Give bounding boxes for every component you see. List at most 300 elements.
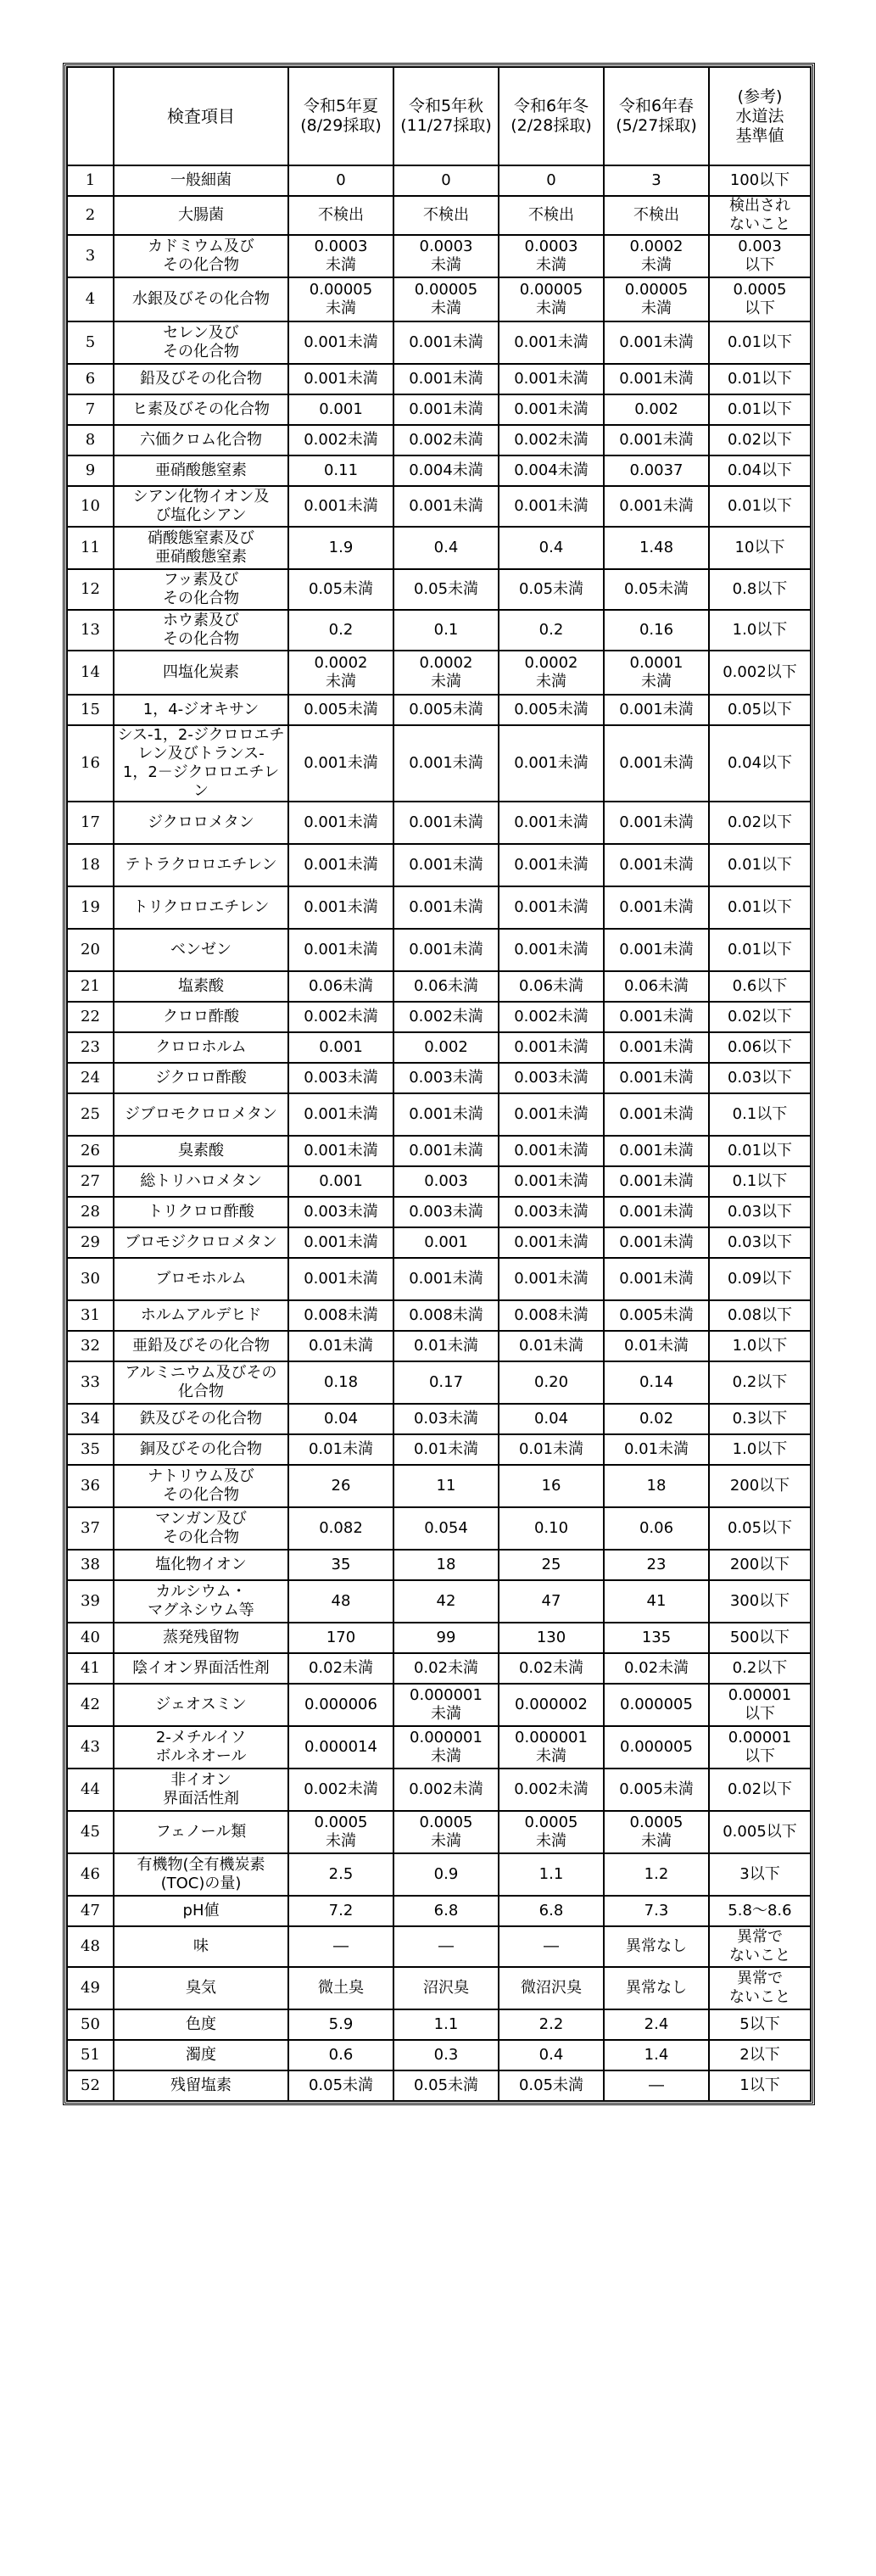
- row-value-1: 2.5: [288, 1853, 393, 1896]
- row-value-3: 0.001未満: [499, 929, 604, 971]
- row-number: 3: [67, 235, 114, 277]
- row-value-1: 0.001未満: [288, 929, 393, 971]
- row-number: 29: [67, 1227, 114, 1258]
- header-row: [67, 67, 811, 165]
- row-standard: 0.03以下: [709, 1227, 811, 1258]
- row-number: 21: [67, 971, 114, 1002]
- row-value-1: 0.001未満: [288, 886, 393, 929]
- row-value-4: 0.001未満: [604, 1002, 709, 1032]
- row-value-2: 0.002未満: [393, 1769, 499, 1811]
- row-number: 15: [67, 695, 114, 725]
- row-value-1: 0.05未満: [288, 2070, 393, 2101]
- row-value-4: 0.001未満: [604, 486, 709, 527]
- row-value-1: 0.001: [288, 394, 393, 425]
- row-value-4: 0.001未満: [604, 1227, 709, 1258]
- row-value-4: 0.05未満: [604, 569, 709, 610]
- table-row: [67, 971, 811, 1002]
- table-row: [67, 569, 811, 610]
- row-value-4: 23: [604, 1550, 709, 1580]
- row-value-1: 0.2: [288, 610, 393, 651]
- row-value-2: 0.0003 未満: [393, 235, 499, 277]
- table-row: [67, 364, 811, 394]
- row-standard: 0.01以下: [709, 929, 811, 971]
- row-value-2: 沼沢臭: [393, 1967, 499, 2009]
- row-item: 総トリハロメタン: [114, 1166, 288, 1197]
- row-value-3: 0.001未満: [499, 1093, 604, 1136]
- row-value-3: 0.005未満: [499, 695, 604, 725]
- row-standard: 500以下: [709, 1623, 811, 1653]
- table-row: [67, 2009, 811, 2040]
- row-value-1: 0.003未満: [288, 1063, 393, 1093]
- row-number: 49: [67, 1967, 114, 2009]
- row-value-2: 0.001未満: [393, 364, 499, 394]
- row-value-2: 0.17: [393, 1361, 499, 1404]
- row-value-3: 0.000002: [499, 1684, 604, 1726]
- row-number: 25: [67, 1093, 114, 1136]
- row-value-4: 2.4: [604, 2009, 709, 2040]
- row-value-4: 0.0005 未満: [604, 1811, 709, 1853]
- table-row: [67, 425, 811, 455]
- row-number: 52: [67, 2070, 114, 2101]
- header-number: [67, 67, 114, 165]
- table-row: [67, 165, 811, 196]
- row-number: 9: [67, 455, 114, 486]
- table-row: [67, 321, 811, 364]
- row-value-3: 0.0005 未満: [499, 1811, 604, 1853]
- row-value-2: 42: [393, 1580, 499, 1623]
- row-value-3: 0.0002 未満: [499, 651, 604, 695]
- row-value-2: 11: [393, 1465, 499, 1507]
- row-number: 11: [67, 527, 114, 569]
- row-value-1: 微土臭: [288, 1967, 393, 2009]
- row-value-4: 0.005未満: [604, 1300, 709, 1331]
- table-row: [67, 1197, 811, 1227]
- row-value-2: 0.001未満: [393, 1136, 499, 1166]
- row-number: 20: [67, 929, 114, 971]
- row-value-3: 0.001未満: [499, 486, 604, 527]
- row-value-2: 0.0002 未満: [393, 651, 499, 695]
- row-value-4: 0.001未満: [604, 1258, 709, 1300]
- row-value-1: 0.001未満: [288, 725, 393, 802]
- row-item: マンガン及び その化合物: [114, 1507, 288, 1550]
- row-value-2: 0.06未満: [393, 971, 499, 1002]
- row-value-2: 0.01未満: [393, 1434, 499, 1465]
- table-row: [67, 196, 811, 235]
- table-row: [67, 1580, 811, 1623]
- row-value-3: 25: [499, 1550, 604, 1580]
- row-value-3: 0.001未満: [499, 886, 604, 929]
- row-item: 塩化物イオン: [114, 1550, 288, 1580]
- row-value-1: 0.001: [288, 1166, 393, 1197]
- row-standard: 0.09以下: [709, 1258, 811, 1300]
- row-number: 19: [67, 886, 114, 929]
- table-row: [67, 1896, 811, 1926]
- table-row: [67, 1002, 811, 1032]
- row-number: 24: [67, 1063, 114, 1093]
- row-value-3: 0.0003 未満: [499, 235, 604, 277]
- row-value-2: 0.0005 未満: [393, 1811, 499, 1853]
- row-item: 濁度: [114, 2040, 288, 2070]
- row-value-3: 0.001未満: [499, 802, 604, 844]
- row-item: 水銀及びその化合物: [114, 277, 288, 321]
- row-standard: 0.01以下: [709, 486, 811, 527]
- row-value-4: 1.4: [604, 2040, 709, 2070]
- row-value-1: 1.9: [288, 527, 393, 569]
- row-value-4: 1.48: [604, 527, 709, 569]
- row-item: 亜鉛及びその化合物: [114, 1331, 288, 1361]
- row-number: 13: [67, 610, 114, 651]
- row-standard: 0.00001 以下: [709, 1684, 811, 1726]
- row-standard: 検出され ないこと: [709, 196, 811, 235]
- row-value-1: 0: [288, 165, 393, 196]
- row-value-1: 0.6: [288, 2040, 393, 2070]
- table-row: [67, 1653, 811, 1684]
- row-number: 8: [67, 425, 114, 455]
- row-value-2: 0: [393, 165, 499, 196]
- row-number: 12: [67, 569, 114, 610]
- row-value-1: 0.02未満: [288, 1653, 393, 1684]
- row-item: 蒸発残留物: [114, 1623, 288, 1653]
- row-number: 45: [67, 1811, 114, 1853]
- row-value-3: 0.00005 未満: [499, 277, 604, 321]
- row-number: 42: [67, 1684, 114, 1726]
- row-number: 10: [67, 486, 114, 527]
- row-item: ブロモホルム: [114, 1258, 288, 1300]
- row-value-2: 0.00005 未満: [393, 277, 499, 321]
- row-number: 39: [67, 1580, 114, 1623]
- row-number: 51: [67, 2040, 114, 2070]
- row-value-3: 0.02未満: [499, 1653, 604, 1684]
- row-value-3: 0.002未満: [499, 425, 604, 455]
- row-value-3: 0.04: [499, 1404, 604, 1434]
- row-value-1: 170: [288, 1623, 393, 1653]
- row-number: 2: [67, 196, 114, 235]
- row-standard: 0.8以下: [709, 569, 811, 610]
- row-value-1: 0.001: [288, 1032, 393, 1063]
- row-value-3: 0.05未満: [499, 2070, 604, 2101]
- row-item: 有機物(全有機炭素 (TOC)の量): [114, 1853, 288, 1896]
- row-value-3: 0.008未満: [499, 1300, 604, 1331]
- header-period-4: 令和6年春 (5/27採取): [604, 67, 709, 165]
- table-row: [67, 1093, 811, 1136]
- row-standard: 0.04以下: [709, 725, 811, 802]
- row-value-4: 0.0037: [604, 455, 709, 486]
- row-value-2: 0.054: [393, 1507, 499, 1550]
- row-value-4: 0.001未満: [604, 321, 709, 364]
- row-value-2: 1.1: [393, 2009, 499, 2040]
- row-number: 50: [67, 2009, 114, 2040]
- row-value-2: 0.004未満: [393, 455, 499, 486]
- row-value-1: 0.00005 未満: [288, 277, 393, 321]
- row-item: 硝酸態窒素及び 亜硝酸態窒素: [114, 527, 288, 569]
- row-value-1: 35: [288, 1550, 393, 1580]
- row-value-4: 0.02未満: [604, 1653, 709, 1684]
- row-standard: 0.1以下: [709, 1093, 811, 1136]
- row-standard: 0.002以下: [709, 651, 811, 695]
- row-item: 一般細菌: [114, 165, 288, 196]
- row-value-3: 0.003未満: [499, 1063, 604, 1093]
- row-value-4: 0.001未満: [604, 1197, 709, 1227]
- row-standard: 0.01以下: [709, 886, 811, 929]
- row-value-1: 0.18: [288, 1361, 393, 1404]
- table-row: [67, 1726, 811, 1769]
- row-value-2: 0.05未満: [393, 569, 499, 610]
- row-value-1: 0.001未満: [288, 1227, 393, 1258]
- row-value-4: 0.02: [604, 1404, 709, 1434]
- row-item: クロロホルム: [114, 1032, 288, 1063]
- row-value-2: 0.001未満: [393, 725, 499, 802]
- table-row: [67, 1063, 811, 1093]
- row-number: 18: [67, 844, 114, 886]
- row-item: ブロモジクロロメタン: [114, 1227, 288, 1258]
- table-row: [67, 2070, 811, 2101]
- table-row: [67, 1258, 811, 1300]
- row-standard: 5.8～8.6: [709, 1896, 811, 1926]
- header-period-1: 令和5年夏 (8/29採取): [288, 67, 393, 165]
- row-standard: 0.03以下: [709, 1063, 811, 1093]
- row-item: テトラクロロエチレン: [114, 844, 288, 886]
- table-row: [67, 886, 811, 929]
- row-value-2: 0.008未満: [393, 1300, 499, 1331]
- row-number: 16: [67, 725, 114, 802]
- row-value-4: 異常なし: [604, 1967, 709, 2009]
- row-value-1: 0.001未満: [288, 802, 393, 844]
- water-quality-table: [66, 66, 812, 2102]
- row-value-4: 0.001未満: [604, 1166, 709, 1197]
- row-value-3: 0: [499, 165, 604, 196]
- row-value-4: 18: [604, 1465, 709, 1507]
- table-row: [67, 1967, 811, 2009]
- row-value-2: 0.002未満: [393, 425, 499, 455]
- row-standard: 0.01以下: [709, 394, 811, 425]
- row-value-3: 0.001未満: [499, 844, 604, 886]
- row-standard: 10以下: [709, 527, 811, 569]
- row-value-4: 0.001未満: [604, 364, 709, 394]
- row-value-3: 0.001未満: [499, 321, 604, 364]
- table-row: [67, 1300, 811, 1331]
- table-row: [67, 2040, 811, 2070]
- table-row: [67, 1550, 811, 1580]
- row-value-3: 1.1: [499, 1853, 604, 1896]
- row-value-1: 0.01未満: [288, 1434, 393, 1465]
- row-value-1: 0.000006: [288, 1684, 393, 1726]
- table-row: [67, 610, 811, 651]
- row-value-2: 0.003: [393, 1166, 499, 1197]
- row-value-1: 0.001未満: [288, 321, 393, 364]
- row-standard: 0.01以下: [709, 321, 811, 364]
- row-value-3: 0.001未満: [499, 725, 604, 802]
- row-standard: 0.1以下: [709, 1166, 811, 1197]
- row-item: トリクロロエチレン: [114, 886, 288, 929]
- table-row: [67, 1507, 811, 1550]
- row-value-1: 5.9: [288, 2009, 393, 2040]
- row-value-1: 0.005未満: [288, 695, 393, 725]
- table-row: [67, 486, 811, 527]
- row-standard: 0.2以下: [709, 1653, 811, 1684]
- row-number: 32: [67, 1331, 114, 1361]
- row-value-2: 0.001未満: [393, 929, 499, 971]
- row-value-4: 0.001未満: [604, 695, 709, 725]
- row-standard: 5以下: [709, 2009, 811, 2040]
- row-value-2: 0.3: [393, 2040, 499, 2070]
- row-item: 亜硝酸態窒素: [114, 455, 288, 486]
- row-number: 6: [67, 364, 114, 394]
- row-value-2: 0.003未満: [393, 1063, 499, 1093]
- row-value-4: 1.2: [604, 1853, 709, 1896]
- row-value-3: 0.001未満: [499, 1136, 604, 1166]
- row-value-1: 0.082: [288, 1507, 393, 1550]
- row-value-2: 0.000001 未満: [393, 1684, 499, 1726]
- row-value-2: 0.02未満: [393, 1653, 499, 1684]
- row-number: 1: [67, 165, 114, 196]
- row-standard: 0.06以下: [709, 1032, 811, 1063]
- row-value-4: 7.3: [604, 1896, 709, 1926]
- row-value-4: 0.001未満: [604, 1032, 709, 1063]
- row-value-4: 0.14: [604, 1361, 709, 1404]
- row-value-4: 0.001未満: [604, 844, 709, 886]
- row-value-3: 微沼沢臭: [499, 1967, 604, 2009]
- row-value-2: 99: [393, 1623, 499, 1653]
- row-standard: 0.01以下: [709, 364, 811, 394]
- row-value-1: 48: [288, 1580, 393, 1623]
- row-value-4: 0.0001 未満: [604, 651, 709, 695]
- row-value-1: 0.002未満: [288, 425, 393, 455]
- row-standard: 0.05以下: [709, 1507, 811, 1550]
- row-item: 臭素酸: [114, 1136, 288, 1166]
- row-value-4: 0.06: [604, 1507, 709, 1550]
- table-header: [67, 67, 811, 165]
- row-item: クロロ酢酸: [114, 1002, 288, 1032]
- row-number: 40: [67, 1623, 114, 1653]
- row-value-1: 不検出: [288, 196, 393, 235]
- row-value-3: 0.20: [499, 1361, 604, 1404]
- row-item: トリクロロ酢酸: [114, 1197, 288, 1227]
- row-standard: 0.6以下: [709, 971, 811, 1002]
- row-standard: 0.01以下: [709, 1136, 811, 1166]
- row-value-1: 0.11: [288, 455, 393, 486]
- row-value-3: 0.001未満: [499, 394, 604, 425]
- row-number: 35: [67, 1434, 114, 1465]
- row-value-4: 不検出: [604, 196, 709, 235]
- table-row: [67, 1227, 811, 1258]
- row-value-4: 0.001未満: [604, 929, 709, 971]
- row-value-1: 0.06未満: [288, 971, 393, 1002]
- row-standard: 3以下: [709, 1853, 811, 1896]
- row-value-2: 0.001未満: [393, 1093, 499, 1136]
- row-value-1: 0.05未満: [288, 569, 393, 610]
- row-value-4: 0.06未満: [604, 971, 709, 1002]
- row-item: ヒ素及びその化合物: [114, 394, 288, 425]
- row-value-2: 0.001未満: [393, 802, 499, 844]
- row-item: 残留塩素: [114, 2070, 288, 2101]
- row-value-4: ―: [604, 2070, 709, 2101]
- row-value-1: ―: [288, 1926, 393, 1967]
- row-value-3: 0.01未満: [499, 1434, 604, 1465]
- row-value-3: 0.01未満: [499, 1331, 604, 1361]
- row-value-1: 0.001未満: [288, 844, 393, 886]
- row-value-2: 0.002: [393, 1032, 499, 1063]
- row-value-3: 0.001未満: [499, 1227, 604, 1258]
- row-value-4: 0.001未満: [604, 1136, 709, 1166]
- table-row: [67, 695, 811, 725]
- row-value-2: 0.001未満: [393, 886, 499, 929]
- table-row: [67, 455, 811, 486]
- row-standard: 0.08以下: [709, 1300, 811, 1331]
- row-value-2: 0.001未満: [393, 394, 499, 425]
- row-item: フェノール類: [114, 1811, 288, 1853]
- table-row: [67, 1404, 811, 1434]
- row-number: 4: [67, 277, 114, 321]
- row-value-2: ―: [393, 1926, 499, 1967]
- row-value-3: 0.001未満: [499, 1258, 604, 1300]
- row-standard: 1.0以下: [709, 1434, 811, 1465]
- row-value-1: 0.01未満: [288, 1331, 393, 1361]
- row-value-2: 0.03未満: [393, 1404, 499, 1434]
- table-row: [67, 651, 811, 695]
- header-period-3: 令和6年冬 (2/28採取): [499, 67, 604, 165]
- row-value-3: 0.001未満: [499, 1166, 604, 1197]
- row-number: 34: [67, 1404, 114, 1434]
- row-value-3: 0.002未満: [499, 1002, 604, 1032]
- table-row: [67, 802, 811, 844]
- table-body: [67, 165, 811, 2101]
- row-item: ベンゼン: [114, 929, 288, 971]
- row-value-4: 0.001未満: [604, 1063, 709, 1093]
- row-item: フッ素及び その化合物: [114, 569, 288, 610]
- row-item: シス-1，2-ジクロロエチ レン及びトランス- 1，2－ジクロロエチレン: [114, 725, 288, 802]
- row-value-2: 0.001未満: [393, 844, 499, 886]
- row-value-2: 0.001未満: [393, 1258, 499, 1300]
- table-row: [67, 1331, 811, 1361]
- row-item: セレン及び その化合物: [114, 321, 288, 364]
- table-row: [67, 725, 811, 802]
- row-standard: 2以下: [709, 2040, 811, 2070]
- row-value-2: 0.1: [393, 610, 499, 651]
- row-value-3: 0.004未満: [499, 455, 604, 486]
- row-item: ジェオスミン: [114, 1684, 288, 1726]
- row-number: 7: [67, 394, 114, 425]
- row-value-3: 0.002未満: [499, 1769, 604, 1811]
- row-item: カルシウム・ マグネシウム等: [114, 1580, 288, 1623]
- row-standard: 1.0以下: [709, 610, 811, 651]
- row-standard: 0.02以下: [709, 802, 811, 844]
- table-row: [67, 1769, 811, 1811]
- row-value-1: 0.001未満: [288, 486, 393, 527]
- table-row: [67, 235, 811, 277]
- row-value-4: 0.001未満: [604, 725, 709, 802]
- row-value-3: 0.003未満: [499, 1197, 604, 1227]
- row-item: アルミニウム及びその 化合物: [114, 1361, 288, 1404]
- row-value-4: 0.01未満: [604, 1434, 709, 1465]
- table-row: [67, 1166, 811, 1197]
- row-value-1: 0.001未満: [288, 1258, 393, 1300]
- row-item: 臭気: [114, 1967, 288, 2009]
- row-value-3: ―: [499, 1926, 604, 1967]
- row-value-4: 0.001未満: [604, 886, 709, 929]
- row-value-1: 0.001未満: [288, 1136, 393, 1166]
- row-value-3: 0.001未満: [499, 364, 604, 394]
- row-number: 27: [67, 1166, 114, 1197]
- row-value-2: 0.005未満: [393, 695, 499, 725]
- row-number: 37: [67, 1507, 114, 1550]
- table-row: [67, 1811, 811, 1853]
- row-number: 5: [67, 321, 114, 364]
- header-period-2: 令和5年秋 (11/27採取): [393, 67, 499, 165]
- row-standard: 0.003 以下: [709, 235, 811, 277]
- row-value-1: 0.0005 未満: [288, 1811, 393, 1853]
- row-standard: 0.0005 以下: [709, 277, 811, 321]
- row-value-4: 3: [604, 165, 709, 196]
